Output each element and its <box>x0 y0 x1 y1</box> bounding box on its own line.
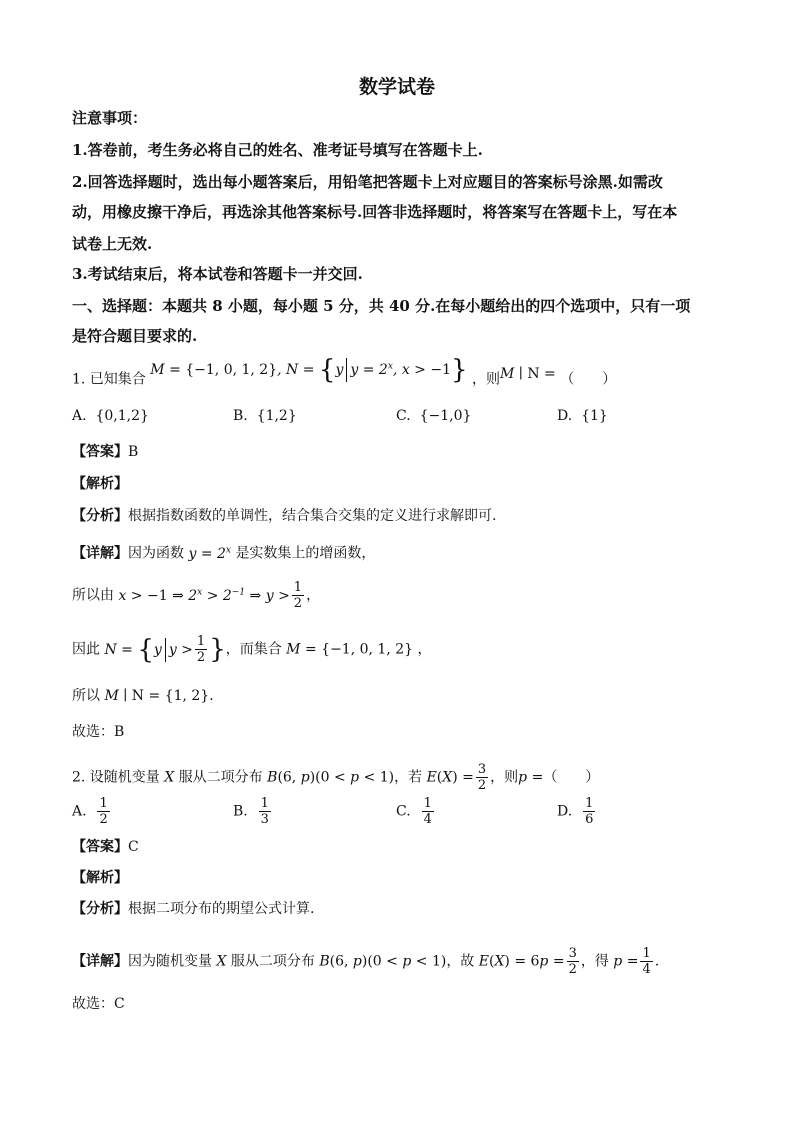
q2-analysis-tag: 【解析】 <box>72 870 128 886</box>
question-2: 2. 设随机变量 X 服从二项分布 B(6, p)(0 < p < 1)，若 E(X) = $\frac{3}{2}$ ，则p =（ ） <box>72 762 600 793</box>
q2-option-c: C. $\frac{1}{4}$ <box>396 796 432 827</box>
q1-final: 故选：B <box>72 724 125 740</box>
q1-step-2: 所以由 x > −1 ⇒ $2^x > 2^{-1}$ ⇒ y > $\frac{1}{2}$ ， <box>72 580 321 611</box>
q1-step-4: 所以 M ∣ N = {1, 2}. <box>72 688 214 704</box>
section-heading-line2: 是符合题目要求的. <box>72 327 198 345</box>
page-title: 数学试卷 <box>358 76 435 98</box>
q2-option-a: A. $\frac{1}{2}$ <box>72 796 108 827</box>
notice-item-2-line3: 试卷上无效. <box>72 235 153 253</box>
q1-option-d: D. {1} <box>557 408 608 424</box>
q1-answer: 【答案】B <box>72 444 139 460</box>
q1-step-3: 因此 N = {y y > $\frac{1}{2}$ }，而集合 M = {−1, 0, 1, 2} ， <box>72 634 432 665</box>
q1-option-c: C. {−1,0} <box>396 408 472 424</box>
q1-intersection: M ∣ N = <box>500 365 556 382</box>
notice-item-2-line2: 动，用橡皮擦干净后，再选涂其他答案标号.回答非选择题时，将答案写在答题卡上，写在本 <box>72 203 678 221</box>
q1-xiangjie: 【详解】因为函数 $y = 2^x$ 是实数集上的增函数， <box>72 545 376 562</box>
q1-then: ，则 <box>472 371 500 388</box>
q1-option-b: B. {1,2} <box>233 408 297 424</box>
q1-paren: （ ） <box>560 371 617 388</box>
notice-item-2-line1: 2.回答选择题时，选出每小题答案后，用铅笔把答题卡上对应题目的答案标号涂黑.如需改 <box>72 173 663 191</box>
q1-analysis-tag: 【解析】 <box>72 476 128 492</box>
q2-fenxi: 【分析】根据二项分布的期望公式计算. <box>72 901 315 917</box>
section-heading-line1: 一、选择题：本题共 8 小题，每小题 5 分，共 40 分.在每小题给出的四个选项中，只有一项 <box>72 297 691 315</box>
q2-final: 故选：C <box>72 996 125 1012</box>
q2-option-d: D. $\frac{1}{6}$ <box>557 796 594 827</box>
question-1 <box>72 354 617 392</box>
q1-fenxi: 【分析】根据指数函数的单调性，结合集合交集的定义进行求解即可. <box>72 508 497 524</box>
notice-item-1: 1.答卷前，考生务必将自己的姓名、准考证号填写在答题卡上. <box>72 141 483 159</box>
q1-set-m-formula: M = {−1, 0, 1, 2}, N = {y $y = 2^x$, x > −1} <box>150 354 468 385</box>
q1-option-a: A. {0,1,2} <box>72 408 149 424</box>
q2-answer: 【答案】C <box>72 839 139 855</box>
notice-item-3: 3.考试结束后，将本试卷和答题卡一并交回. <box>72 265 363 283</box>
q2-option-b: B. $\frac{1}{3}$ <box>233 796 269 827</box>
q1-prefix: 1. 已知集合 <box>72 371 146 388</box>
notice-heading: 注意事项： <box>72 109 148 127</box>
q2-xiangjie: 【详解】因为随机变量 X 服从二项分布 B(6, p)(0 < p < 1)，故 E(X) = 6p = $\frac{3}{2}$ ，得 p = $\frac{1}{4}$ . <box>72 946 660 977</box>
